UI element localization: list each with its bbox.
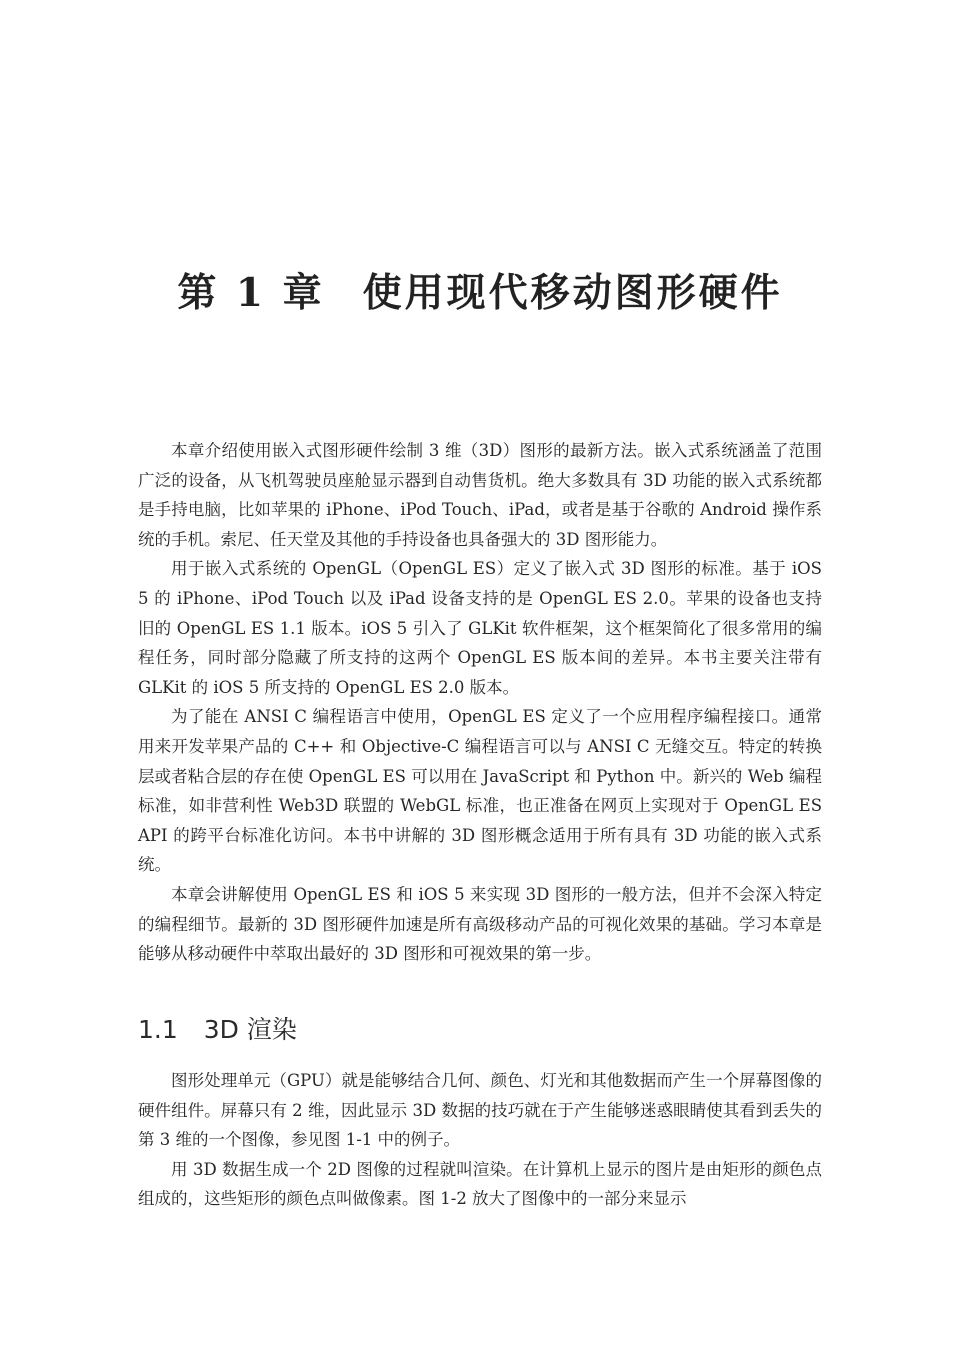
section-heading: [138, 1010, 297, 1046]
section-paragraph: 用 3D 数据生成一个 2D 图像的过程就叫渲染。在计算机上显示的图片是由矩形的颜色点组成的，这些矩形的颜色点叫做像素。图 1-2 放大了图像中的一部分来显示: [138, 1159, 822, 1209]
chapter-title: [0, 262, 960, 318]
section-body: [138, 1066, 822, 1214]
watermark-logo-icon: [277, 0, 339, 28]
section-title: 3D 渲染: [203, 1015, 297, 1044]
section-number: 1.1: [138, 1015, 178, 1044]
intro-paragraph: 本章介绍使用嵌入式图形硬件绘制 3 维（3D）图形的最新方法。嵌入式系统涵盖了范围广泛的设备，从飞机驾驶员座舱显示器到自动售货机。绝大多数具有 3D 功能的嵌入式系统都是手持电脑，比如苹果的 iPhone、iPod Touch、iPad，或者是基于谷歌的 Android 操作系统的手机。索尼、任天堂及其他的手持设备也具备强大的 3D 图形能力。: [138, 441, 822, 549]
watermark-logo-icon: [87, 0, 149, 28]
chapter-title-text: 使用现代移动图形硬件: [362, 270, 783, 316]
intro-paragraph: 用于嵌入式系统的 OpenGL（OpenGL ES）定义了嵌入式 3D 图形的标准。基于 iOS 5 的 iPhone、iPod Touch 以及 iPad 设备支持的是 OpenGL ES 2.0。苹果的设备也支持旧的 OpenGL ES 1.1 版本。iOS 5 引入了 GLKit 软件框架，这个框架简化了很多常用的编程任务，同时部分隐藏了所支持的这两个 OpenGL ES 版本间的差异。本书主要关注带有 GLKit 的 iOS 5 所支持的 OpenGL ES 2.0 版本。: [138, 559, 822, 697]
intro-paragraph: 为了能在 ANSI C 编程语言中使用，OpenGL ES 定义了一个应用程序编程接口。通常用来开发苹果产品的 C++ 和 Objective-C 编程语言可以与 ANSI C 无缝交互。特定的转换层或者粘合层的存在使 OpenGL ES 可以用在 JavaScript 和 Python 中。新兴的 Web 编程标准，如非营利性 Web3D 联盟的 WebGL 标准，也正准备在网页上实现对于 OpenGL ES API 的跨平台标准化访问。本书中讲解的 3D 图形概念适用于所有具有 3D 功能的嵌入式系统。: [138, 707, 822, 875]
watermark-logo-icon: [847, 0, 909, 28]
watermark-logo-icon: [657, 0, 719, 28]
chapter-intro: [138, 436, 822, 969]
watermark-logo-icon: [467, 0, 529, 28]
top-watermark-strip: [0, 0, 960, 30]
chapter-number: 第 1 章: [177, 270, 325, 316]
intro-paragraph: 本章会讲解使用 OpenGL ES 和 iOS 5 来实现 3D 图形的一般方法，但并不会深入特定的编程细节。最新的 3D 图形硬件加速是所有高级移动产品的可视化效果的基础。学习本章是能够从移动硬件中萃取出最好的 3D 图形和可视效果的第一步。: [138, 884, 822, 964]
section-paragraph: 图形处理单元（GPU）就是能够结合几何、颜色、灯光和其他数据而产生一个屏幕图像的硬件组件。屏幕只有 2 维，因此显示 3D 数据的技巧就在于产生能够迷惑眼睛使其看到丢失的第 3 维的一个图像，参见图 1-1 中的例子。: [138, 1071, 822, 1150]
